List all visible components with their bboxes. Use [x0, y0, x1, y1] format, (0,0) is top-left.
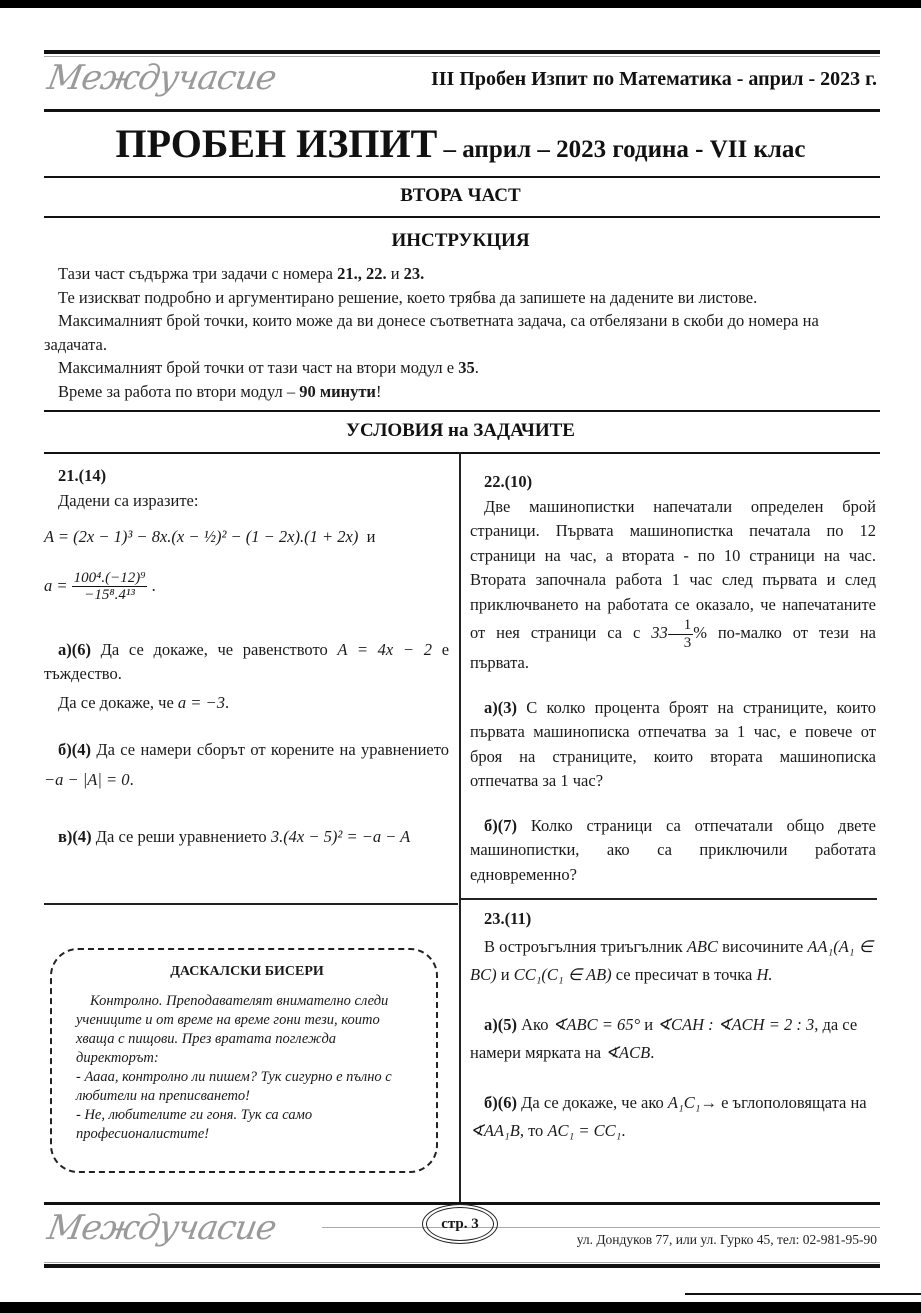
rule	[44, 176, 880, 178]
subtask-c: в)(4) Да се реши уравнението 3.(4x − 5)² = −a − A	[58, 827, 411, 846]
instruction-line: Максималният брой точки, които може да ви донесе съответната задача, са отбелязани в скоби до номера на задачата.	[44, 311, 819, 354]
task-number: 21.(14)	[58, 466, 107, 485]
conditions-title: УСЛОВИЯ на ЗАДАЧИТЕ	[346, 420, 575, 441]
footer-rule-bottom	[44, 1264, 880, 1268]
subtask-a: а)(6) Да се докаже, че равенството A = 4x − 2 е тъждество.	[44, 639, 450, 683]
rule	[461, 898, 877, 900]
instructions	[44, 262, 880, 403]
task-number: 23.(11)	[484, 909, 532, 928]
page-title-sub: – април – 2023 година - VII клас	[437, 136, 806, 163]
instruction-line: Те изискват подробно и аргументирано решение, което трябва да запишете на дадените ви листове.	[58, 287, 758, 307]
expression-a: a = $\frac{\text{100⁴.(−12)⁹}}{\text{−15⁸.4¹³}}$ .	[44, 569, 156, 603]
footer-address: ул. Дондуков 77, или ул. Гурко 45, тел: 02-981-95-90	[576, 1232, 877, 1247]
header-rule-top	[44, 50, 880, 54]
instruction-line: Тази част съдържа три задачи с номера 21., 22. и 23.	[58, 264, 425, 283]
rule	[44, 410, 880, 412]
subtask-b: б)(7) Колко страници са отпечатали общо двете машинопистки, ако са приключили работата едновременно?	[470, 815, 876, 884]
instruction-line: Максималният брой точки от тази част на втори модул е 35.	[58, 358, 479, 377]
expression-A: A = (2x − 1)³ − 8x.(x − ½)² − (1 − 2x).(1 + 2x) и	[44, 527, 376, 546]
rule	[44, 903, 458, 905]
task-22	[470, 470, 876, 887]
task-text: Две машинопистки напечатали определен брой страници. Първата машинопистка печатала по 12 страници на час, а втората - по 10 страници на час. Втората започнала работа 1 час след първата и след приключването на работата се оказало, че напечатаните от нея страници са с 33 $\frac{1}{3}$ % по-малко от тези на първата.	[470, 496, 876, 672]
instruction-line: Време за работа по втори модул – 90 минути!	[58, 381, 382, 401]
subtask-a-2: Да се докаже, че a = −3.	[58, 692, 230, 712]
subtask-a: а)(5) Ако ∢ABC = 65° и ∢CAH : ∢ACH = 2 : 3, да се намери мярката на ∢ACB.	[470, 1015, 858, 1062]
header-title: III Пробен Изпит по Математика - април - 2023 г.	[430, 68, 877, 90]
teacher-pearls-title: ДАСКАЛСКИ БИСЕРИ	[170, 964, 324, 979]
footer-rule-mid	[322, 1227, 880, 1228]
teacher-pearls-text: Контролно. Преподавателят внимателно следи учениците и от време на време гони тези, които хваща с пищови. През вратата поглежда директорът:	[76, 993, 389, 1066]
page-title	[0, 120, 921, 167]
task-number: 22.(10)	[484, 472, 533, 491]
header-rule-bottom	[44, 109, 880, 112]
teacher-pearls-text: - Аааа, контролно ли пишем? Тук сигурно е пълно с любители на преписването!	[76, 1069, 392, 1104]
task-text: В остроъгълния триъгълник ABC височините AA₁(A₁ ∈ BC) и CC₁(C₁ ∈ AB) се пресичат в точка H.	[470, 937, 874, 984]
part-title: ВТОРА ЧАСТ	[400, 185, 521, 206]
teacher-pearls-box	[50, 948, 438, 1173]
task-intro: Дадени са изразите:	[58, 490, 199, 510]
subtask-b: б)(4) Да се намери сборът от корените на уравнението −a − |A| = 0.	[44, 740, 449, 789]
top-border	[0, 0, 921, 8]
page-number: стр. 3	[426, 1207, 494, 1241]
subtask-a: а)(3) С колко процента броят на страниците, които първата машинописка отпечатва за 1 час, е повече от броя на страниците, които втората машинописка отпечатва за 1 час?	[470, 697, 876, 790]
teacher-pearls-text: - Не, любителите ги гоня. Тук са само професионалистите!	[76, 1107, 313, 1142]
page-number-badge	[422, 1204, 498, 1244]
footer-logo: Междучасие	[44, 1208, 279, 1248]
task-23	[470, 905, 876, 1145]
header-rule-top-thin	[44, 56, 880, 57]
page-title-main: ПРОБЕН ИЗПИТ	[115, 121, 438, 166]
rule	[44, 452, 880, 454]
rule	[44, 216, 880, 218]
instructions-title: ИНСТРУКЦИЯ	[391, 230, 530, 251]
bottom-border	[0, 1302, 921, 1313]
header-logo: Междучасие	[44, 58, 279, 98]
subtask-b: б)(6) Да се докаже, че ако A₁C₁→ е ъглополовящата на ∢AA₁B, то AC₁ = CC₁.	[470, 1093, 867, 1140]
bottom-stub-line	[685, 1293, 921, 1295]
task-21	[44, 464, 449, 850]
footer-rule-thin	[44, 1262, 880, 1263]
column-divider	[459, 452, 461, 1202]
